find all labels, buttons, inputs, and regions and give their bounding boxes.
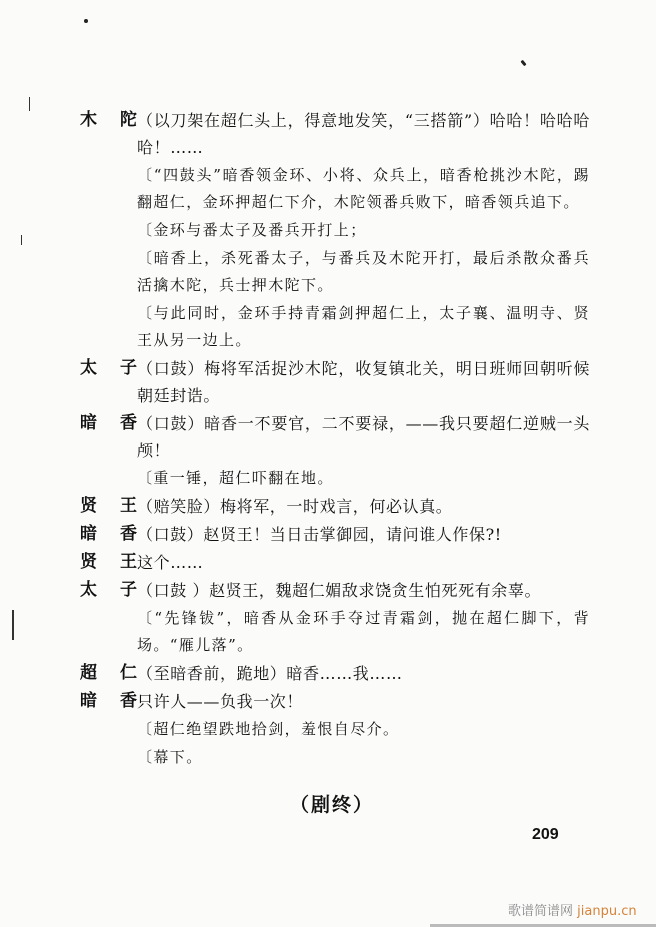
watermark-site: 歌谱简谱网 — [508, 904, 574, 919]
stage-direction: 〔暗香上，杀死番太子，与番兵及木陀开打，最后杀散众番兵活擒木陀，兵士押木陀下。 — [137, 249, 590, 294]
dialogue-entry — [80, 355, 590, 409]
speaker-name: 暗 香 — [80, 691, 137, 711]
dialogue-entry — [80, 107, 590, 161]
dialogue-text: （口鼓）暗香一不要官，二不要禄，——我只要超仁逆贼一头颅！ — [137, 414, 590, 460]
margin-mark — [21, 235, 22, 245]
stage-direction: 〔超仁绝望跌地拾剑，羞恨自尽介。 — [137, 720, 400, 738]
watermark — [508, 900, 637, 919]
script-body — [80, 107, 590, 771]
dialogue-entry — [80, 549, 590, 576]
page-number: 209 — [532, 826, 559, 843]
speaker-name: 太 子 — [80, 358, 137, 378]
dialogue-entry — [80, 521, 590, 548]
margin-mark — [12, 610, 14, 640]
stage-direction: 〔幕下。 — [137, 748, 203, 766]
watermark-url: jianpu.cn — [577, 904, 637, 919]
stage-direction: 〔重一锤，超仁吓翻在地。 — [137, 469, 334, 487]
dialogue-text: （以刀架在超仁头上，得意地发笑，“三搭箭”）哈哈！哈哈哈哈！…… — [137, 111, 590, 157]
scan-speck — [520, 60, 526, 67]
dialogue-text: （至暗香前，跪地）暗香……我…… — [137, 664, 403, 683]
play-ending-label: （剧终） — [290, 794, 375, 816]
dialogue-text: （赔笑脸）梅将军，一时戏言，何必认真。 — [137, 497, 453, 516]
dialogue-text: （口鼓）赵贤王！当日击掌御园，请问谁人作保?! — [137, 525, 502, 544]
stage-direction: 〔金环与番太子及番兵开打上； — [137, 221, 367, 239]
stage-direction: 〔“四鼓头”暗香领金环、小将、众兵上，暗香枪挑沙木陀，踢翻超仁，金环押超仁下介，木陀领番兵败下，暗香领兵追下。 — [137, 166, 590, 211]
speaker-name: 暗 香 — [80, 413, 137, 433]
margin-mark — [29, 97, 30, 111]
dialogue-entry — [80, 410, 590, 464]
speaker-name: 贤 王 — [80, 552, 137, 572]
speaker-name: 贤 王 — [80, 496, 137, 516]
dialogue-text: （口鼓 ）赵贤王，魏超仁媚敌求饶贪生怕死死有余辜。 — [137, 581, 542, 600]
speaker-name: 木 陀 — [80, 110, 137, 130]
speaker-name: 太 子 — [80, 580, 137, 600]
dialogue-entry — [80, 493, 590, 520]
speaker-name: 超 仁 — [80, 663, 137, 683]
scan-speck — [84, 19, 88, 23]
dialogue-text: 只许人——负我一次！ — [137, 692, 304, 711]
dialogue-entry — [80, 577, 590, 604]
stage-direction: 〔与此同时，金环手持青霜剑押超仁上，太子襄、温明寺、贤王从另一边上。 — [137, 304, 590, 349]
speaker-name: 暗 香 — [80, 524, 137, 544]
dialogue-entry — [80, 660, 590, 687]
dialogue-text: （口鼓）梅将军活捉沙木陀，收复镇北关，明日班师回朝听候朝廷封诰。 — [137, 359, 590, 405]
dialogue-entry — [80, 688, 590, 715]
stage-direction: 〔“先锋钹”，暗香从金环手夺过青霜剑，抛在超仁脚下，背场。“雁儿落”。 — [137, 609, 590, 654]
dialogue-text: 这个…… — [137, 553, 204, 572]
